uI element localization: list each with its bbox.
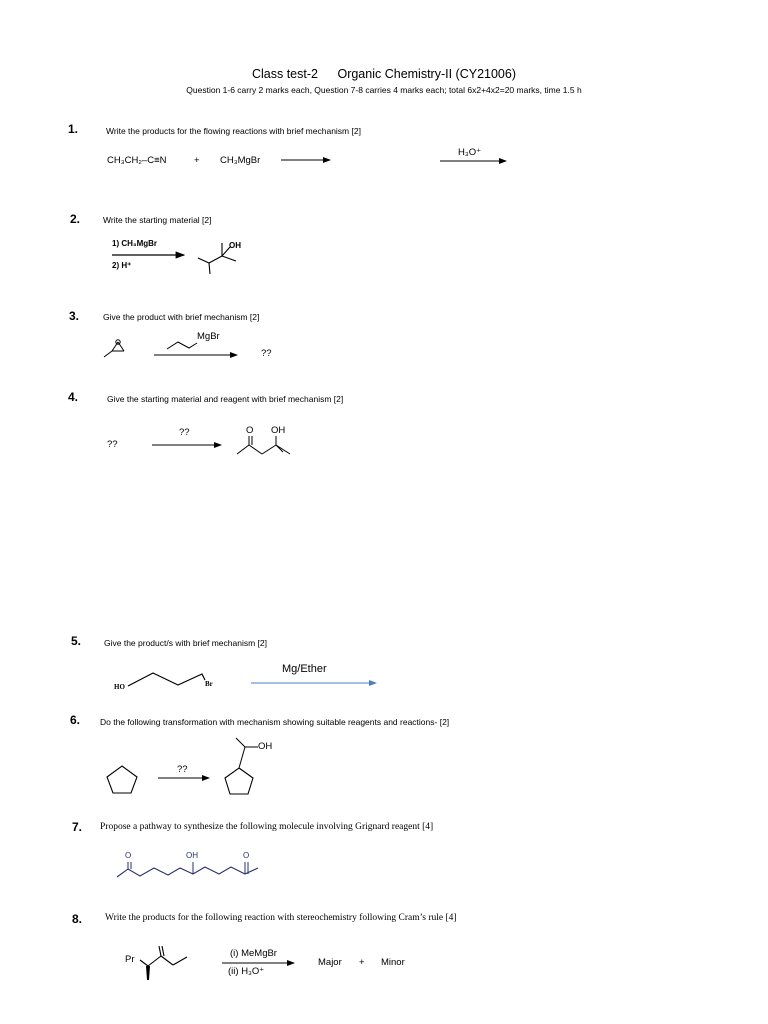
- marks-info: Question 1-6 carry 2 marks each, Question 7-8 carries 4 marks each; total 6x2+4x2=20 marks, time 1.5 h: [186, 85, 582, 95]
- question-number-7: 7.: [72, 820, 83, 834]
- q6-side-chain: [236, 738, 258, 768]
- question-text-1: Write the products for the flowing reactions with brief mechanism [2]: [106, 126, 361, 136]
- question-text-7: Propose a pathway to synthesize the following molecule involving Grignard reagent [4]: [100, 822, 434, 832]
- q3-product-unknown: ??: [261, 348, 272, 359]
- q4-oh-label: OH: [271, 425, 286, 436]
- q2-step-1: 1) CH₃MgBr: [112, 239, 158, 248]
- q6-reagent-unknown: ??: [177, 764, 188, 775]
- q8-major-label: Major: [318, 957, 342, 968]
- q5-chain: [128, 673, 205, 686]
- question-number-1: 1.: [68, 122, 79, 136]
- question-text-3: Give the product with brief mechanism [2]: [103, 312, 260, 322]
- q7-o-label-2: O: [243, 851, 250, 860]
- q2-step-2: 2) H⁺: [112, 261, 132, 270]
- q8-molecule: [140, 946, 187, 966]
- q3-reagent-mgbr: MgBr: [197, 331, 220, 342]
- question-number-6: 6.: [70, 713, 81, 727]
- q8-reagent-1: (i) MeMgBr: [230, 948, 277, 959]
- question-number-4: 4.: [68, 390, 79, 404]
- question-text-6: Do the following transformation with mechanism showing suitable reagents and reactions- [2]: [100, 717, 450, 727]
- q1-reagent-h3o: H₃O⁺: [458, 147, 482, 158]
- q4-molecule: [237, 436, 290, 454]
- q3-grignard-chain: [167, 342, 197, 349]
- question-text-2: Write the starting material [2]: [103, 215, 212, 225]
- q1-plus: +: [194, 155, 200, 166]
- class-test-label: Class test-2: [251, 67, 318, 81]
- question-number-2: 2.: [70, 212, 81, 226]
- q8-reagent-2: (ii) H₃O⁺: [228, 966, 265, 977]
- q2-oh-label: OH: [229, 241, 241, 250]
- q7-o-label-1: O: [125, 851, 132, 860]
- q6-oh-label: OH: [258, 741, 273, 752]
- q7-chain: [117, 867, 258, 877]
- q1-reactant-grignard: CH₃MgBr: [220, 155, 261, 166]
- q5-reagent: Mg/Ether: [282, 663, 327, 675]
- q6-cyclopentane: [107, 766, 137, 793]
- q8-plus: +: [359, 957, 365, 968]
- q1-reactant-nitrile: CH₃CH₂–C≡N: [107, 155, 167, 166]
- q4-reagent-unknown: ??: [179, 427, 190, 438]
- question-text-5: Give the product/s with brief mechanism [2]: [104, 638, 267, 648]
- question-number-3: 3.: [69, 309, 80, 323]
- q8-pr-label: Pr: [125, 954, 135, 965]
- q5-ho-label: HO: [114, 683, 125, 691]
- q4-o-label: O: [246, 425, 254, 436]
- q5-br-label: Br: [205, 680, 213, 688]
- q7-oh-label: OH: [186, 851, 198, 860]
- q4-start-unknown: ??: [107, 439, 118, 450]
- q3-epoxide: [104, 340, 124, 357]
- question-number-5: 5.: [71, 634, 82, 648]
- question-number-8: 8.: [72, 912, 83, 926]
- course-name: Organic Chemistry-II (CY21006): [337, 67, 516, 81]
- question-text-4: Give the starting material and reagent with brief mechanism [2]: [107, 394, 344, 404]
- q8-minor-label: Minor: [381, 957, 405, 968]
- q6-product-ring: [225, 768, 253, 794]
- q8-wedge-bond: [146, 966, 150, 980]
- question-text-8: Write the products for the following reaction with stereochemistry following Cram’s rule [4]: [105, 913, 457, 923]
